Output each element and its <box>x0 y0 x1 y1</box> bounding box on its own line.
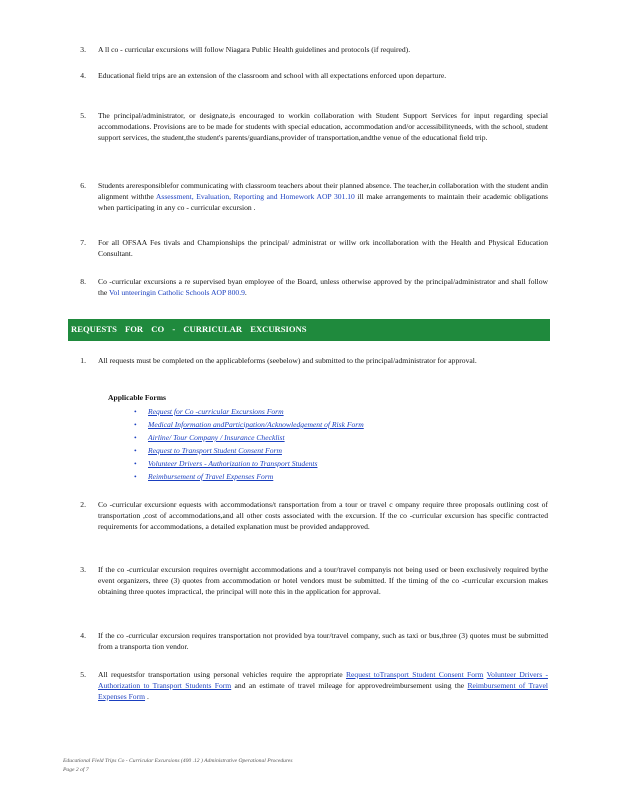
list-item-text: Co -curricular excursionr equests with accommodations/t ransportation from a tour or travel c ompany require three proposals outlining cost of transportation ,cost of accommodations,and all other costs associated with the excursion. If the co -curricular excursion has specific contracted requirements for accommodations, a detailed explanation must be provided andapproved. <box>98 500 548 531</box>
page-number: Page 2 of 7 <box>63 767 89 773</box>
form-list-item <box>134 444 364 457</box>
bullet-icon: • <box>134 433 137 442</box>
form-list-item <box>134 418 364 431</box>
request-item-2: 2. Co -curricular excursionr equests with accommodations/t ransportation from a tour or travel c ompany require three proposals outlining cost of transportation ,cost of accommodations,and all other costs associated with the excursion. If the co -curricular excursion has specific contracted requirements for accommodations, a detailed explanation must be provided andapproved. <box>80 500 548 531</box>
list-item-6: 6. Students areresponsiblefor communicating with classroom teachers about their planned absence. The teacher,in collaboration with the student andin alignment withthe Assessment, Evaluation, Reporting and Homework AOP 301.10 ill make arrangements to maintain their academic obligations when participating in any co - curricular excursion . <box>80 181 548 212</box>
section-heading: REQUESTS FOR CO - CURRICULAR EXCURSIONS <box>71 324 307 334</box>
volunteer-drivers-link[interactable]: Volunteer Drivers - Authorization to Transport Students Form <box>98 670 549 690</box>
applicable-forms-heading: Applicable Forms <box>108 393 167 402</box>
page-footer <box>63 757 293 775</box>
bullet-icon: • <box>134 446 137 455</box>
reimbursement-link[interactable]: Reimbursement of Travel Expenses Form <box>98 681 548 701</box>
form-link-volunteer-drivers[interactable]: Volunteer Drivers - Authorization to Transport Students <box>148 459 318 468</box>
applicable-forms-list <box>134 405 364 483</box>
form-list-item <box>134 431 364 444</box>
list-item-text: Educational field trips are an extension of the classroom and school with all expectations enforced upon departure. <box>98 71 447 80</box>
request-item-4: 4. If the co -curricular excursion requires transportation not provided bya tour/travel company, such as taxi or bus,three (3) quotes must be submitted from a transporta tion vendor. <box>80 631 548 651</box>
assessment-aop-link[interactable]: Assessment, Evaluation, Reporting and Homework AOP 301.10 <box>155 192 355 201</box>
list-item-text: The principal/administrator, or designate,is encouraged to workin collaboration with Student Support Services for input regarding special accommodations. Provisions are to be made for students with special education, accommodation and/or accessibilityneeds, with the school, student support services, the student,the student's parents/guardians,provider of transportation,andthe venue of the educational field trip. <box>98 111 548 142</box>
list-item-text: If the co -curricular excursion requires transportation not provided bya tour/travel company, such as taxi or bus,three (3) quotes must be submitted from a transporta tion vendor. <box>98 631 548 651</box>
list-item-7: 7. For all OFSAA Fes tivals and Championships the principal/ administrat or willw ork incollaboration with the Health and Physical Education Consultant. <box>80 238 548 258</box>
bullet-icon: • <box>134 420 137 429</box>
list-item-text: For all OFSAA Fes tivals and Championships the principal/ administrat or willw ork incollaboration with the Health and Physical Education Consultant. <box>98 238 548 258</box>
request-item-3: 3. If the co -curricular excursion requires overnight accommodations and a tour/travel companyis not being used or been exclusively required bythe event organizers, three (3) quotes from accommodation or hotel vendors must be submitted. If the timing of the co -curricular excursion makes obtaining three quotes impractical, the principal will note this in the application for approval. <box>80 565 548 596</box>
form-list-item <box>134 457 364 470</box>
request-item-1: 1. All requests must be completed on the applicableforms (seebelow) and submitted to the principal/administrator for approval. <box>70 355 548 366</box>
bullet-icon: • <box>134 459 137 468</box>
footer-title: Educational Field Trips Co - Curricular Excursions (400 .12 ) Administrative Operational Procedures <box>63 758 293 764</box>
form-link-reimbursement[interactable]: Reimbursement of Travel Expenses Form <box>148 472 274 481</box>
list-item-text: All requests must be completed on the applicableforms (seebelow) and submitted to the principal/administrator for approval. <box>98 356 477 365</box>
bullet-icon: • <box>134 472 137 481</box>
section-heading-bar <box>68 319 550 341</box>
form-link-transport-consent[interactable]: Request to Transport Student Consent Form <box>148 446 282 455</box>
form-list-item <box>134 405 364 418</box>
form-link-airline-checklist[interactable]: Airline/ Tour Company / Insurance Checklist <box>148 433 285 442</box>
list-item-text: A ll co - curricular excursions will follow Niagara Public Health guidelines and protocols (if required). <box>98 45 411 54</box>
request-item-5: 5. All requestsfor transportation using personal vehicles require the appropriate Request toTransport Student Consent Form Volunteer Drivers - Authorization to Transport Students Form and an estimate of travel mileage for approvedreimbursement using the Reimbursement of Travel Expenses Form . <box>80 670 549 701</box>
list-item-text: All requestsfor transportation using personal vehicles require the appropriate Request toTransport Student Consent Form Volunteer Drivers - Authorization to Transport Students Form and an estimate of travel mileage for approvedreimbursement using the Reimbursement of Travel Expenses Form . <box>98 670 549 701</box>
list-item-text: Students areresponsiblefor communicating with classroom teachers about their planned absence. The teacher,in collaboration with the student andin alignment withthe Assessment, Evaluation, Reporting and Homework AOP 301.10 ill make arrangements to maintain their academic obligations when participating in any co - curricular excursion . <box>98 181 548 212</box>
bullet-icon: • <box>134 407 137 416</box>
list-item-3: 3. A ll co - curricular excursions will follow Niagara Public Health guidelines and protocols (if required). <box>70 44 548 55</box>
list-item-5: 5. The principal/administrator, or designate,is encouraged to workin collaboration with Student Support Services for input regarding special accommodations. Provisions are to be made for students with special education, accommodation and/or accessibilityneeds, with the school, student support services, the student,the student's parents/guardians,provider of transportation,andthe venue of the educational field trip. <box>80 111 548 142</box>
list-item-8: 8. Co -curricular excursions a re supervised byan employee of the Board, unless otherwise approved by the principal/administrator and shall follow the Vol unteeringin Catholic Schools AOP 800.9. <box>80 277 548 297</box>
volunteering-aop-link[interactable]: Vol unteeringin Catholic Schools AOP 800.9 <box>109 288 245 297</box>
form-list-item <box>134 470 364 483</box>
transport-consent-link[interactable]: Request toTransport Student Consent Form <box>345 670 484 679</box>
list-item-4: 4. Educational field trips are an extension of the classroom and school with all expectations enforced upon departure. <box>70 70 548 81</box>
list-item-text: Co -curricular excursions a re supervised byan employee of the Board, unless otherwise approved by the principal/administrator and shall follow the Vol unteeringin Catholic Schools AOP 800.9. <box>98 277 548 297</box>
list-item-text: If the co -curricular excursion requires overnight accommodations and a tour/travel companyis not being used or been exclusively required bythe event organizers, three (3) quotes from accommodation or hotel vendors must be submitted. If the timing of the co -curricular excursion makes obtaining three quotes impractical, the principal will note this in the application for approval. <box>98 565 548 596</box>
form-link-request-excursion[interactable]: Request for Co -curricular Excursions Form <box>148 407 284 416</box>
form-link-medical-info[interactable]: Medical Information andParticipation/Acknowledgement of Risk Form <box>148 420 364 429</box>
